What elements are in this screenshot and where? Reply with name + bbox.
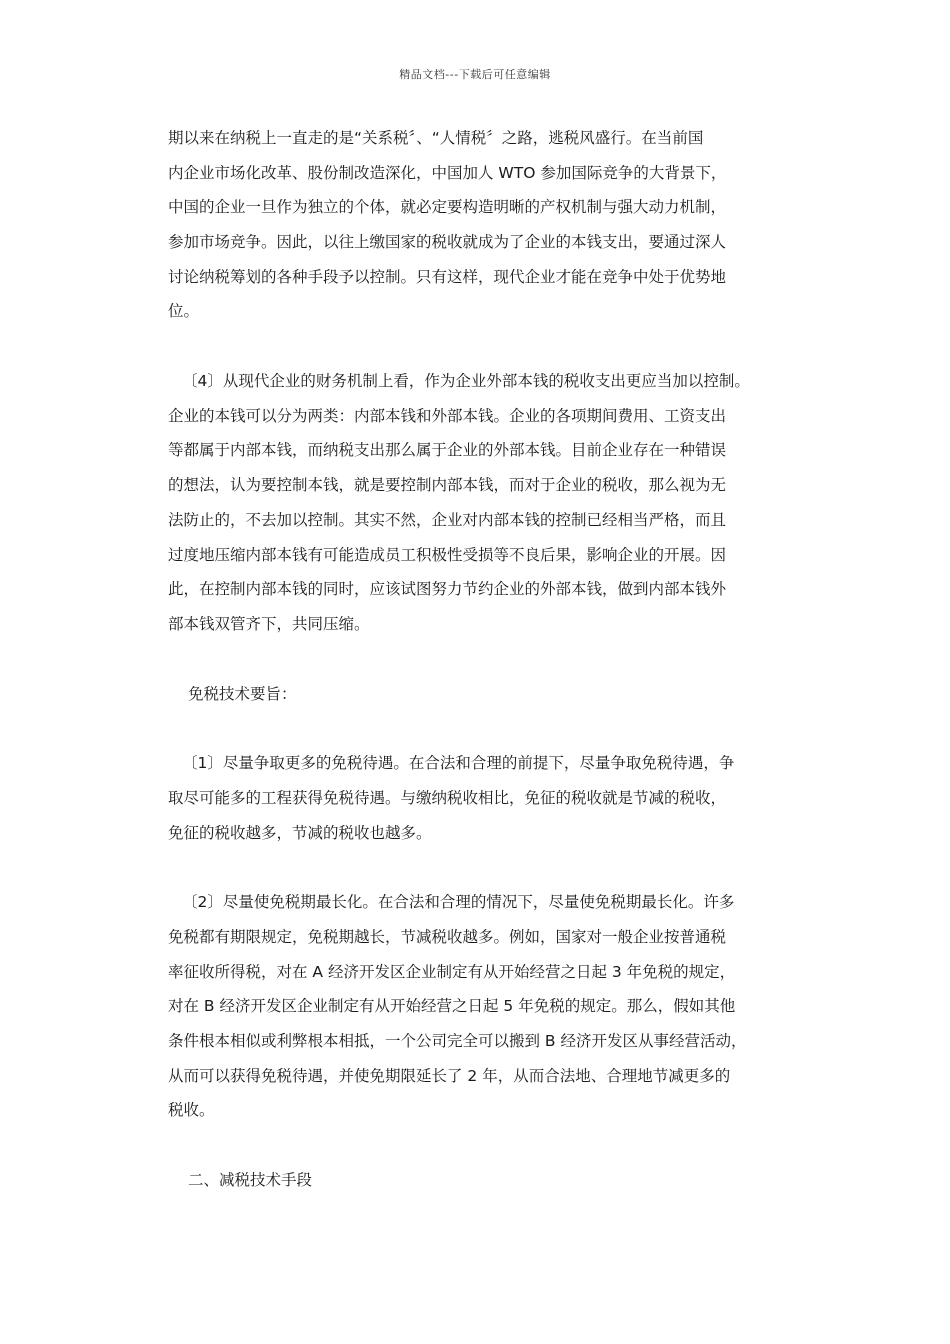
paragraph-line: 从而可以获得免税待遇，并使免期限延长了 2 年，从而合法地、合理地节减更多的	[168, 1067, 731, 1085]
section-heading: 免税技术要旨：	[188, 685, 297, 703]
paragraph-line: 免税都有期限规定，免税期越长，节减税收越多。例如，国家对一般企业按普通税	[168, 928, 727, 946]
paragraph-line: 条件根本相似或利弊根本相抵，一个公司完全可以搬到 B 经济开发区从事经营活动，	[168, 1032, 747, 1050]
paragraph-line: 〔2〕尽量使免税期最长化。在合法和合理的情况下，尽量使免税期最长化。许多	[182, 893, 735, 911]
paragraph-line: 此，在控制内部本钱的同时，应该试图努力节约企业的外部本钱，做到内部本钱外	[168, 580, 727, 598]
paragraph-line: 免征的税收越多，节减的税收也越多。	[168, 824, 432, 842]
paragraph-line: 部本钱双管齐下，共同压缩。	[168, 615, 370, 633]
paragraph-line: 企业的本钱可以分为两类：内部本钱和外部本钱。企业的各项期间费用、工资支出	[168, 407, 727, 425]
paragraph-line: 过度地压缩内部本钱有可能造成员工积极性受损等不良后果，影响企业的开展。因	[168, 546, 727, 564]
paragraph-line: 期以来在纳税上一直走的是“关系税〞、“人情税〞之路，逃税风盛行。在当前国	[168, 129, 704, 147]
paragraph-line: 率征收所得税，对在 A 经济开发区企业制定有从开始经营之日起 3 年免税的规定，	[168, 963, 736, 981]
paragraph-line: 〔1〕尽量争取更多的免税待遇。在合法和合理的前提下，尽量争取免税待遇，争	[182, 754, 735, 772]
paragraph-line: 中国的企业一旦作为独立的个体，就必定要构造明晰的产权机制与强大动力机制，	[168, 198, 727, 216]
paragraph-line: 参加市场竞争。因此，以往上缴国家的税收就成为了企业的本钱支出，要通过深人	[168, 233, 727, 251]
paragraph-line: 等都属于内部本钱，而纳税支出那么属于企业的外部本钱。目前企业存在一种错误	[168, 441, 727, 459]
paragraph-line: 取尽可能多的工程获得免税待遇。与缴纳税收相比，免征的税收就是节减的税收，	[168, 789, 727, 807]
paragraph-line: 税收。	[168, 1101, 215, 1119]
paragraph-line: 讨论纳税筹划的各种手段予以控制。只有这样，现代企业才能在竞争中处于优势地	[168, 268, 727, 286]
paragraph-line: 位。	[168, 302, 200, 320]
paragraph-line: 〔4〕从现代企业的财务机制上看，作为企业外部本钱的税收支出更应当加以控制。	[182, 372, 750, 390]
paragraph-line: 法防止的，不去加以控制。其实不然，企业对内部本钱的控制已经相当严格，而且	[168, 511, 727, 529]
paragraph-line: 对在 B 经济开发区企业制定有从开始经营之日起 5 年免税的规定。那么，假如其他	[168, 997, 736, 1015]
paragraph-line: 的想法，认为要控制本钱，就是要控制内部本钱，而对于企业的税收，那么视为无	[168, 476, 727, 494]
section-heading: 二、减税技术手段	[188, 1171, 313, 1189]
page-header: 精品文档---下载后可任意编辑	[399, 68, 551, 81]
paragraph-line: 内企业市场化改革、股份制改造深化，中国加人 WTO 参加国际竞争的大背景下，	[168, 164, 727, 182]
